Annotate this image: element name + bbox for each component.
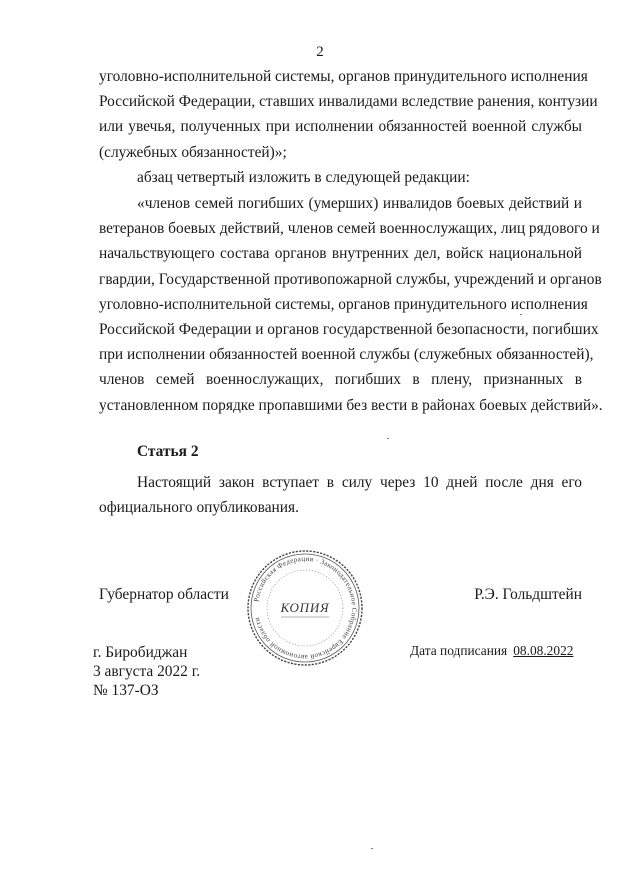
signing-date-value: 08.08.2022	[513, 643, 574, 658]
article-2-text	[99, 470, 582, 520]
paragraph-2	[99, 165, 582, 190]
paragraph-1	[99, 64, 598, 165]
place-date-block	[93, 643, 200, 700]
stamp-ring-text: Российская Федерация · Законодательное Собрание Еврейской автономной области	[252, 554, 359, 662]
adoption-date: 3 августа 2022 г.	[93, 663, 201, 680]
text-line: (служебных обязанностей)»;	[99, 143, 287, 161]
text-line: членов семей военнослужащих, погибших в плену, признанных в	[99, 371, 582, 389]
text-line: «членов семей погибших (умерших) инвалидов боевых действий и	[137, 195, 582, 212]
signatory-title: Губернатор области	[99, 586, 229, 603]
paragraph-3	[99, 191, 603, 418]
city: г. Биробиджан	[93, 644, 188, 661]
scan-speck	[387, 438, 389, 439]
page-number: 2	[316, 44, 324, 60]
text-line: гвардии, Государственной противопожарной службы, учреждений и органов	[99, 270, 602, 288]
text-line: при исполнении обязанностей военной службы (служебных обязанностей),	[99, 346, 594, 364]
text-line: Настоящий закон вступает в силу через 10 дней после дня его	[137, 474, 582, 491]
official-seal-stamp	[245, 548, 365, 668]
law-number: № 137-ОЗ	[93, 682, 159, 699]
text-line: начальствующего состава органов внутренних дел, войск национальной	[99, 245, 582, 263]
article-heading: Статья 2	[137, 443, 199, 460]
text-line: или увечья, полученных при исполнении обязанностей военной службы	[99, 118, 582, 136]
scan-speck	[371, 848, 373, 849]
stamp-center-text: КОПИЯ	[280, 600, 330, 615]
text-line: Российской Федерации, ставших инвалидами вследствие ранения, контузии	[99, 93, 598, 111]
text-line: официального опубликования.	[99, 499, 299, 517]
signing-date-label: Дата подписания	[410, 643, 508, 658]
signatory-name: Р.Э. Гольдштейн	[474, 586, 582, 603]
text-line: уголовно-исполнительной системы, органов принудительного исполнения	[99, 295, 588, 313]
signing-date	[410, 643, 573, 659]
scan-speck	[520, 314, 522, 315]
text-line: установленном порядке пропавшими без вести в районах боевых действий».	[99, 396, 603, 414]
text-line: абзац четвертый изложить в следующей редакции:	[137, 169, 470, 186]
text-line: Российской Федерации и органов государственной безопасности, погибших	[99, 321, 599, 339]
text-line: уголовно-исполнительной системы, органов принудительного исполнения	[99, 68, 588, 85]
text-line: ветеранов боевых действий, членов семей военнослужащих, лиц рядового и	[99, 220, 600, 238]
